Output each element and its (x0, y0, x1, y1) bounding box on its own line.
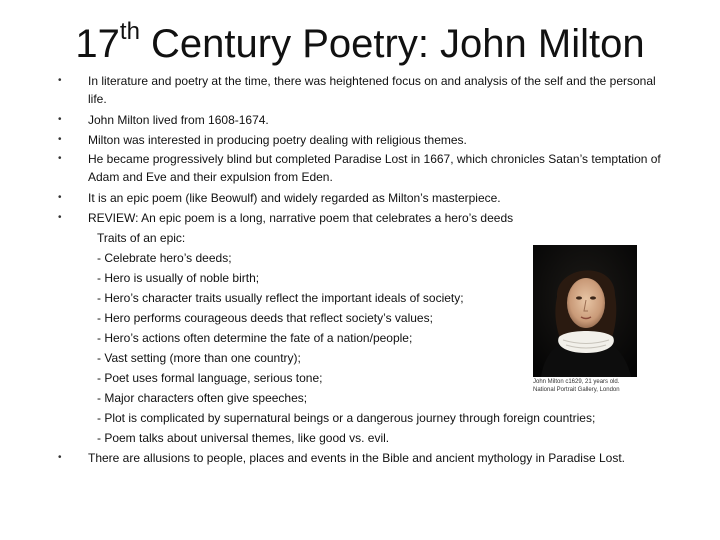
epic-trait-item: - Major characters often give speeches; (97, 391, 308, 405)
bullet-icon: • (58, 192, 62, 203)
bullet-text: John Milton lived from 1608-1674. (88, 113, 269, 127)
bullet-icon: • (58, 153, 62, 164)
bullet-icon: • (58, 114, 62, 125)
epic-trait-item: - Plot is complicated by supernatural beings or a dangerous journey through foreign countries; (97, 411, 596, 425)
bullet-text: In literature and poetry at the time, there was heightened focus on and analysis of the self and the personal life. (88, 74, 656, 106)
bullet-text: REVIEW: An epic poem is a long, narrative poem that celebrates a hero’s deeds (88, 211, 514, 225)
bullet-item (54, 150, 674, 186)
epic-traits-heading: Traits of an epic: (97, 231, 186, 245)
epic-trait-item: - Vast setting (more than one country); (97, 351, 301, 365)
bullet-text: There are allusions to people, places and events in the Bible and ancient mythology in Paradise Lost. (88, 451, 625, 465)
bullet-icon: • (58, 75, 62, 86)
epic-trait-item: - Hero performs courageous deeds that reflect society’s values; (97, 311, 433, 325)
portrait-painting-icon (533, 245, 637, 377)
title-prefix: 17 (75, 22, 120, 66)
epic-trait-item: - Hero is usually of noble birth; (97, 271, 260, 285)
bullet-item (54, 110, 674, 130)
bullet-item (54, 72, 674, 108)
slide-title (0, 18, 720, 70)
bullet-text: He became progressively blind but completed Paradise Lost in 1667, which chronicles Satan’s temptation of Adam and Eve and their expulsion from Eden. (88, 152, 661, 184)
bullet-item (54, 208, 674, 228)
portrait-caption: John Milton c1629, 21 years old. National Portrait Gallery, London (533, 379, 620, 393)
bullet-item (54, 448, 674, 468)
title-rest: Century Poetry: John Milton (139, 22, 645, 66)
bullet-item (54, 188, 674, 208)
bullet-text: It is an epic poem (like Beowulf) and widely regarded as Milton’s masterpiece. (88, 191, 501, 205)
bullet-text: Milton was interested in producing poetry dealing with religious themes. (88, 133, 467, 147)
epic-trait-item: - Poem talks about universal themes, like good vs. evil. (97, 431, 390, 445)
title-superscript: th (119, 18, 140, 45)
bullet-icon: • (58, 212, 62, 223)
epic-trait-item: - Hero’s actions often determine the fate of a nation/people; (97, 331, 413, 345)
bullet-icon: • (58, 452, 62, 463)
epic-trait-item: - Hero’s character traits usually reflect the important ideals of society; (97, 291, 464, 305)
bullet-item (54, 130, 674, 150)
epic-trait-item: - Poet uses formal language, serious tone; (97, 371, 323, 385)
portrait-image (533, 245, 637, 377)
bullet-icon: • (58, 134, 62, 145)
epic-trait-item: - Celebrate hero’s deeds; (97, 251, 232, 265)
